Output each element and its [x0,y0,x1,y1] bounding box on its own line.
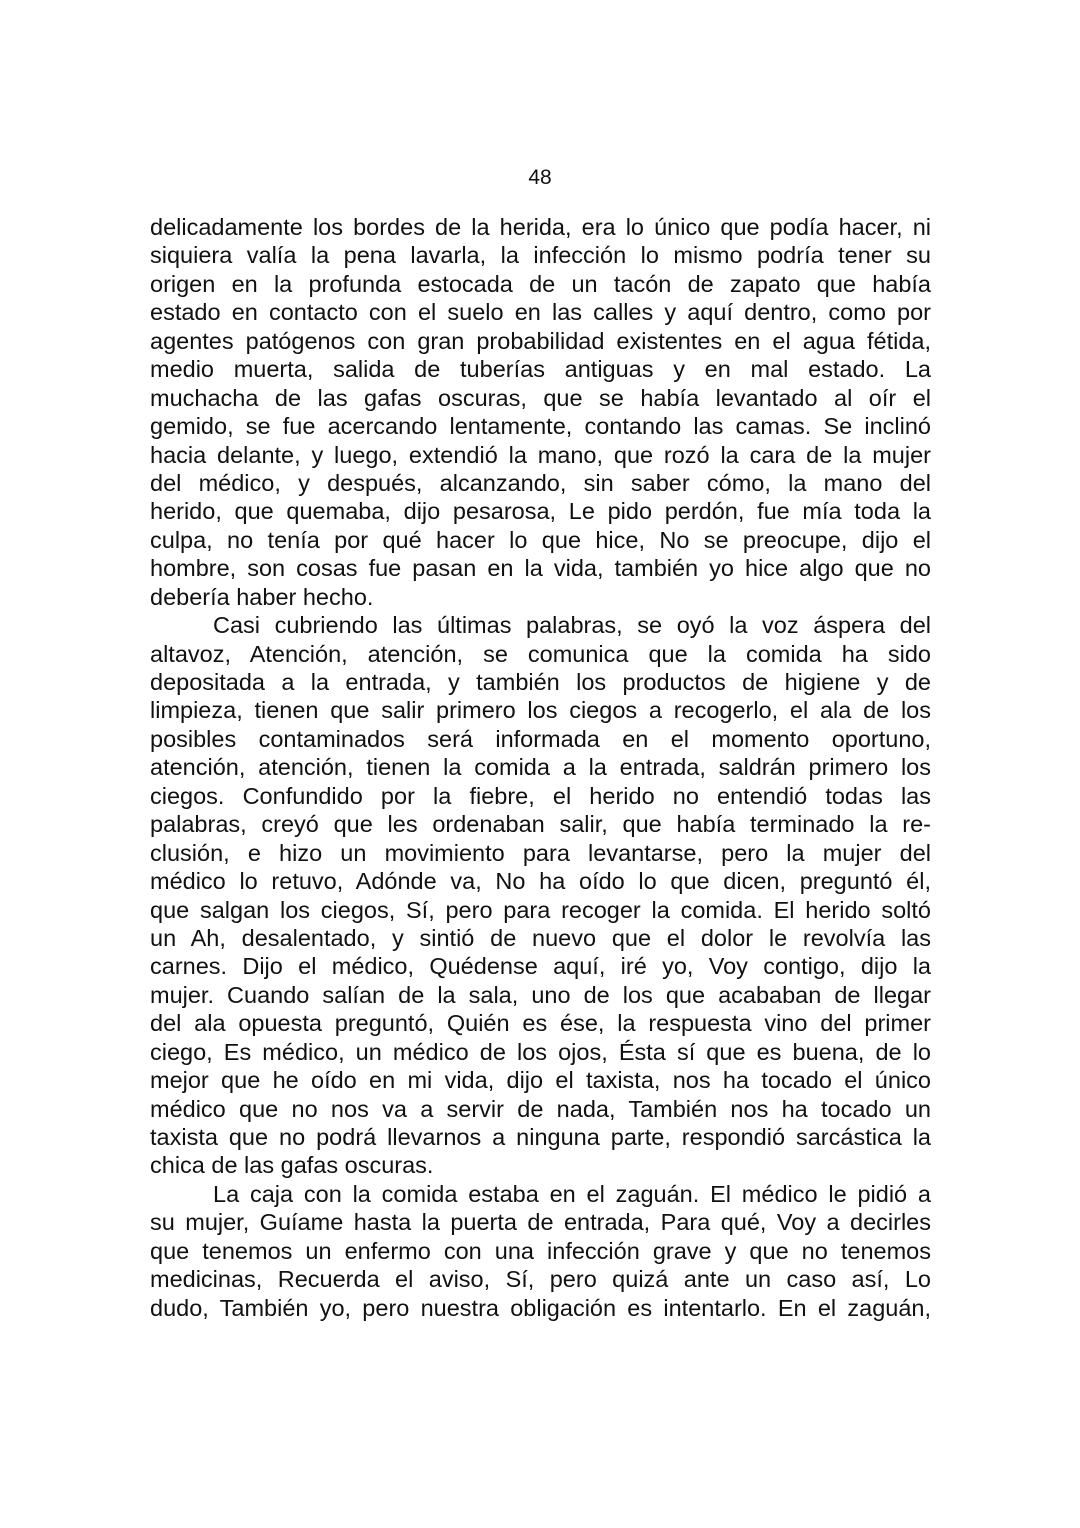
text-line: origen en la profunda estocada de un tacón de zapato que había [150,270,931,297]
page-number: 48 [528,166,552,189]
paragraph [150,611,931,1180]
body-text [150,213,931,1322]
text-line: del ala opuesta preguntó, Quién es ése, la respuesta vino del primer [150,1010,931,1037]
text-line: su mujer, Guíame hasta la puerta de entrada, Para qué, Voy a decirles [150,1209,931,1236]
text-line: ciego, Es médico, un médico de los ojos, Ésta sí que es buena, de lo [150,1038,931,1065]
text-line: debería haber hecho. [150,583,374,610]
text-line: médico lo retuvo, Adónde va, No ha oído lo que dicen, preguntó él, [150,868,931,895]
text-line: hacia delante, y luego, extendió la mano, que rozó la cara de la mujer [150,441,931,468]
text-line: taxista que no podrá llevarnos a ninguna parte, respondió sarcástica la [150,1124,931,1150]
text-line: atención, atención, tienen la comida a la entrada, saldrán primero los [150,754,931,781]
text-line: altavoz, Atención, atención, se comunica que la comida ha sido [150,640,931,667]
text-line: medicinas, Recuerda el aviso, Sí, pero quizá ante un caso así, Lo [150,1266,931,1293]
text-line: posibles contaminados será informada en el momento oportuno, [150,725,931,752]
text-line: La caja con la comida estaba en el zaguán. El médico le pidió a [213,1180,931,1207]
text-line: estado en contacto con el suelo en las calles y aquí dentro, como por [150,299,931,326]
text-line: carnes. Dijo el médico, Quédense aquí, iré yo, Voy contigo, dijo la [150,953,931,980]
text-line: limpieza, tienen que salir primero los ciegos a recogerlo, el ala de los [150,697,931,724]
text-line: siquiera valía la pena lavarla, la infección lo mismo podría tener su [150,242,931,269]
text-line: palabras, creyó que les ordenaban salir, que había terminado la re- [150,811,931,838]
text-line: agentes patógenos con gran probabilidad existentes en el agua fétida, [150,327,931,354]
text-line: gemido, se fue acercando lentamente, contando las camas. Se inclinó [150,413,931,440]
text-line: mejor que he oído en mi vida, dijo el taxista, nos ha tocado el único [150,1067,931,1094]
text-line: un Ah, desalentado, y sintió de nuevo que el dolor le revolvía las [150,924,931,951]
text-line: medio muerta, salida de tuberías antiguas y en mal estado. La [150,356,931,383]
text-line: mujer. Cuando salían de la sala, uno de los que acababan de llegar [150,981,931,1008]
text-line: ciegos. Confundido por la fiebre, el herido no entendió todas las [150,782,931,809]
text-line: médico que no nos va a servir de nada, También nos ha tocado un [150,1095,931,1122]
text-line: que tenemos un enfermo con una infección grave y que no tenemos [150,1237,931,1264]
paragraph [150,1180,931,1322]
text-line: que salgan los ciegos, Sí, pero para recoger la comida. El herido soltó [150,896,931,923]
text-line: depositada a la entrada, y también los productos de higiene y de [150,669,931,695]
paragraph [150,213,931,611]
text-line: hombre, son cosas fue pasan en la vida, también yo hice algo que no [150,555,931,582]
text-line: chica de las gafas oscuras. [150,1152,434,1179]
text-line: Casi cubriendo las últimas palabras, se oyó la voz áspera del [213,612,931,639]
text-line: muchacha de las gafas oscuras, que se había levantado al oír el [150,384,931,411]
text-line: clusión, e hizo un movimiento para levantarse, pero la mujer del [150,839,931,866]
text-line: dudo, También yo, pero nuestra obligación es intentarlo. En el zaguán, [150,1294,931,1321]
text-line: del médico, y después, alcanzando, sin saber cómo, la mano del [150,469,931,496]
text-line: culpa, no tenía por qué hacer lo que hice, No se preocupe, dijo el [150,526,931,553]
text-line: herido, que quemaba, dijo pesarosa, Le pido perdón, fue mía toda la [150,498,931,525]
text-line: delicadamente los bordes de la herida, era lo único que podía hacer, ni [150,214,931,240]
